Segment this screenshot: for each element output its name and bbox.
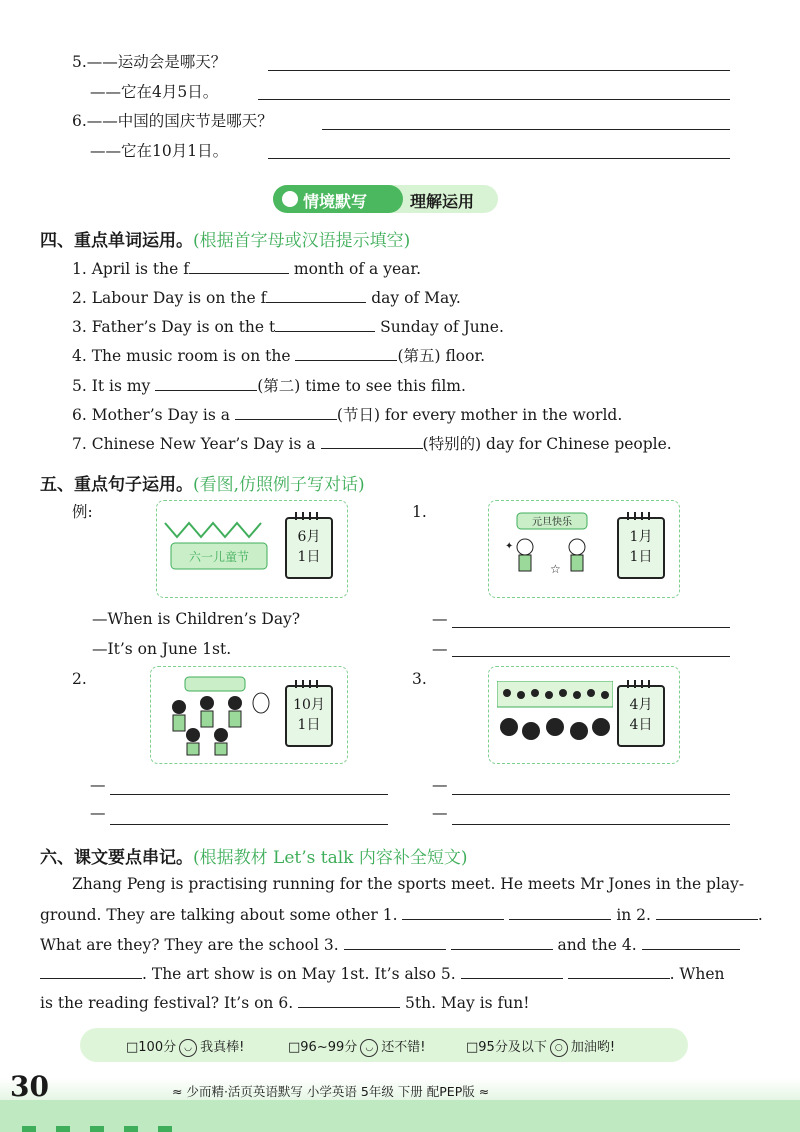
children-day-banner-illustration — [163, 515, 273, 585]
calendar-icon: 10月 1日 — [285, 685, 333, 747]
item-6-answer: ——它在10月1日。 — [90, 142, 229, 160]
s6-line-3: What are they? They are the school 3. and the 4. — [40, 933, 740, 955]
blank[interactable] — [451, 933, 553, 950]
answer-line[interactable] — [110, 824, 388, 825]
svg-text:✦: ✦ — [505, 541, 514, 552]
blank[interactable] — [656, 903, 758, 920]
cheer-face-icon: ○ — [550, 1039, 568, 1057]
blank[interactable] — [568, 962, 670, 979]
happy-face-icon: ◡ — [179, 1039, 197, 1057]
blank[interactable] — [295, 344, 397, 361]
blank[interactable] — [509, 903, 611, 920]
answer-line[interactable] — [452, 824, 730, 825]
answer-line[interactable] — [268, 158, 730, 159]
blank[interactable] — [402, 903, 504, 920]
example-answer: —It’s on June 1st. — [92, 640, 232, 658]
calendar-icon: 6月 1日 — [285, 517, 333, 579]
s4-item-6: 6. Mother’s Day is a (节日) for every mother in the world. — [72, 403, 622, 425]
medal-icon — [282, 191, 298, 207]
blank[interactable] — [189, 257, 289, 274]
pic-1-label: 1. — [412, 503, 427, 521]
banner-left-label: 情境默写 — [303, 192, 368, 211]
pic-2-label: 2. — [72, 670, 87, 688]
s4-item-7: 7. Chinese New Year’s Day is a (特别的) day for Chinese people. — [72, 432, 672, 454]
dash: — — [432, 804, 448, 822]
dash: — — [90, 804, 106, 822]
blank[interactable] — [266, 286, 366, 303]
s4-item-5: 5. It is my (第二) time to see this film. — [72, 374, 466, 396]
section-4-title: 四、重点单词运用。(根据首字母或汉语提示填空) — [40, 231, 411, 251]
answer-line[interactable] — [110, 794, 388, 795]
answer-line[interactable] — [452, 794, 730, 795]
blank[interactable] — [642, 933, 740, 950]
blank[interactable] — [235, 403, 337, 420]
banner-right-label: 理解运用 — [410, 192, 475, 211]
s4-item-1: 1. April is the f month of a year. — [72, 257, 421, 279]
page-number: 30 — [10, 1070, 49, 1103]
s4-item-2: 2. Labour Day is on the f day of May. — [72, 286, 461, 308]
blank[interactable] — [40, 962, 142, 979]
picture-2 — [150, 666, 348, 764]
blank[interactable] — [321, 432, 423, 449]
dash: — — [90, 776, 106, 794]
picture-1 — [488, 500, 680, 598]
national-day-kids-illustration — [157, 673, 275, 757]
blank[interactable] — [155, 374, 257, 391]
smile-face-icon: ◡ — [360, 1039, 378, 1057]
section-6-title: 六、课文要点串记。(根据教材 Let’s talk 内容补全短文) — [40, 848, 468, 868]
s6-line-4: . The art show is on May 1st. It’s also 5. . When — [40, 962, 725, 984]
dash: — — [432, 776, 448, 794]
answer-line[interactable] — [452, 656, 730, 657]
calendar-icon: 1月 1日 — [617, 517, 665, 579]
sports-meet-crowd-illustration — [497, 681, 613, 751]
eval-100[interactable]: □100分 ◡ 我真棒! — [126, 1040, 245, 1055]
eval-96-99[interactable]: □96~99分 ◡ 还不错! — [288, 1040, 426, 1055]
blank[interactable] — [461, 962, 563, 979]
self-evaluation-bar — [80, 1028, 688, 1062]
picture-1-caption: 元旦快乐 — [532, 517, 572, 528]
blank[interactable] — [298, 991, 400, 1008]
example-caption: 六一儿童节 — [188, 550, 250, 564]
footer-text: ≈ 少而精·活页英语默写 小学英语 5年级 下册 配PEP版 ≈ — [172, 1084, 490, 1099]
s6-line-2: ground. They are talking about some other 1. in 2. . — [40, 903, 763, 925]
section-banner — [273, 185, 498, 213]
blank[interactable] — [344, 933, 446, 950]
answer-line[interactable] — [258, 99, 730, 100]
s6-line-5: is the reading festival? It’s on 6. 5th. May is fun! — [40, 991, 530, 1013]
blank[interactable] — [275, 315, 375, 332]
svg-text:☆: ☆ — [550, 562, 561, 576]
answer-line[interactable] — [268, 70, 730, 71]
eval-95-below[interactable]: □95分及以下 ○ 加油哟! — [466, 1040, 616, 1055]
s4-item-4: 4. The music room is on the (第五) floor. — [72, 344, 485, 366]
item-5-question: 5.——运动会是哪天？ — [72, 53, 227, 71]
item-5-answer: ——它在4月5日。 — [90, 83, 219, 101]
s4-item-3: 3. Father’s Day is on the t Sunday of June. — [72, 315, 504, 337]
example-question: —When is Children’s Day? — [92, 610, 301, 628]
footer-band — [0, 1100, 800, 1132]
s6-line-1: Zhang Peng is practising running for the sports meet. He meets Mr Jones in the play- — [72, 875, 745, 893]
new-year-kids-illustration — [495, 509, 605, 591]
picture-3 — [488, 666, 680, 764]
answer-line[interactable] — [452, 627, 730, 628]
calendar-icon: 4月 4日 — [617, 685, 665, 747]
dash: — — [432, 610, 448, 628]
dash: — — [432, 640, 448, 658]
example-picture — [156, 500, 348, 598]
section-5-title: 五、重点句子运用。(看图,仿照例子写对话) — [40, 475, 365, 495]
example-label: 例: — [72, 503, 93, 521]
item-6-question: 6.——中国的国庆节是哪天？ — [72, 112, 273, 130]
answer-line[interactable] — [322, 129, 730, 130]
pic-3-label: 3. — [412, 670, 427, 688]
